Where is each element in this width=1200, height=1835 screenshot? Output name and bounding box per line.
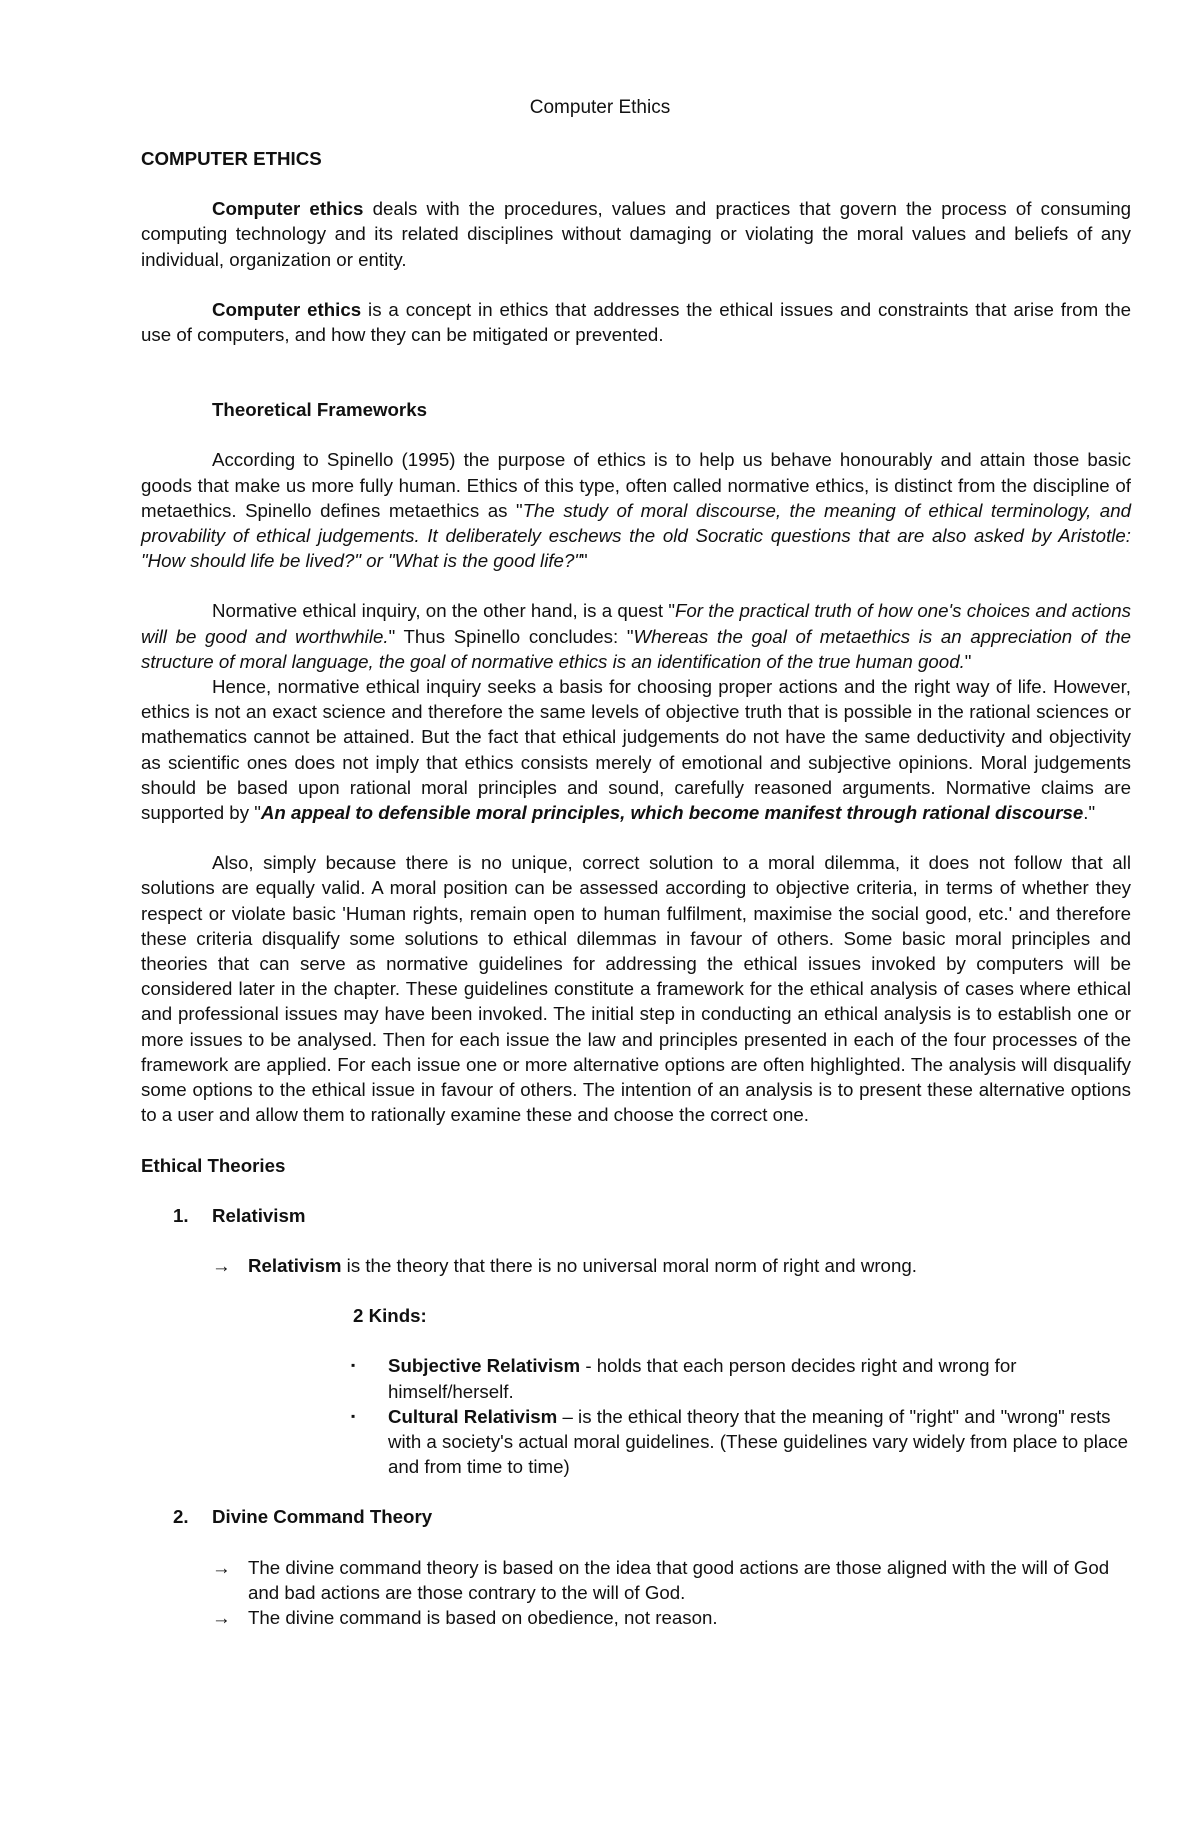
theory-item-divine-command: 2. Divine Command Theory — [173, 1506, 433, 1528]
section-heading-ethical-theories: Ethical Theories — [141, 1154, 286, 1176]
term-computer-ethics: Computer ethics — [212, 198, 364, 220]
intro-paragraph-1: Computer ethics deals with the procedures, values and practices that govern the process of consuming computing technology and its related disciplines without damaging or violating the moral values and beliefs of any individual, organization or entity. — [141, 198, 1131, 270]
bullet-icon: ▪ — [351, 1358, 356, 1373]
divine-command-point-2: → The divine command is based on obedience, not reason. — [212, 1605, 1131, 1630]
bullet-icon: ▪ — [351, 1408, 356, 1423]
arrow-icon: → — [212, 1556, 231, 1578]
page-header: Computer Ethics — [529, 97, 671, 118]
arrow-icon: → — [212, 1254, 231, 1276]
list-item-subjective-relativism: ▪ Subjective Relativism - holds that each person decides right and wrong for himself/herself. — [351, 1353, 1131, 1403]
intro-paragraph-2: Computer ethics is a concept in ethics that addresses the ethical issues and constraints that arise from the use of computers, and how they can be mitigated or prevented. — [141, 298, 1132, 346]
divine-command-point-1: → The divine command theory is based on the idea that good actions are those aligned with the will of God and bad actions are those contrary to the will of God. — [212, 1555, 1131, 1605]
theory-item-relativism: 1. Relativism — [173, 1204, 306, 1226]
term-computer-ethics: Computer ethics — [212, 298, 362, 320]
relativism-definition: → Relativism is the theory that there is no universal moral norm of right and wrong. — [212, 1253, 1131, 1278]
frameworks-paragraph-3: Hence, normative ethical inquiry seeks a basis for choosing proper actions and the right way of life. However, ethics is not an exact science and therefore the same levels of objective truth that is possible in the rational sciences or mathematics cannot be attained. But the fact that ethical judgements do not have the same deductivity and objectivity as scientific ones does not imply that ethics consists merely of emotional and subjective opinions. Moral judgements should be based upon rational moral principles and sound, carefully reasoned arguments. Normative claims are supported by "An appeal to defensible moral principles, which become manifest through rational discourse." — [141, 676, 1131, 824]
frameworks-paragraph-2: Normative ethical inquiry, on the other hand, is a quest "For the practical truth of how one's choices and actions will be good and worthwhile." Thus Spinello concludes: "Whereas the goal of metaethics is an appreciation of the structure of moral language, the goal of normative ethics is an identification of the true human good." — [141, 600, 1132, 672]
document-title: COMPUTER ETHICS — [141, 148, 322, 169]
section-heading-frameworks: Theoretical Frameworks — [212, 399, 427, 421]
frameworks-paragraph-1: According to Spinello (1995) the purpose of ethics is to help us behave honourably and attain those basic goods that make us more fully human. Ethics of this type, often called normative ethics, is distinct from the discipline of metaethics. Spinello defines metaethics as "The study of moral discourse, the meaning of ethical terminology, and provability of ethical judgements. It deliberately eschews the old Socratic questions that are also asked by Aristotle: "How should life be lived?" or "What is the good life?"" — [141, 449, 1131, 572]
arrow-icon: → — [212, 1606, 231, 1628]
document-body — [141, 146, 1131, 1630]
kinds-label: 2 Kinds: — [353, 1305, 427, 1327]
list-item-cultural-relativism: ▪ Cultural Relativism – is the ethical theory that the meaning of "right" and "wrong" rests with a society's actual moral guidelines. (These guidelines vary widely from place to place and from time to time) — [351, 1404, 1131, 1480]
frameworks-paragraph-4: Also, simply because there is no unique, correct solution to a moral dilemma, it does not follow that all solutions are equally valid. A moral position can be assessed according to objective criteria, in terms of whether they respect or violate basic 'Human rights, remain open to human fulfilment, maximise the social good, etc.' and therefore these criteria disqualify some solutions to ethical dilemmas in favour of others. Some basic moral principles and theories that can serve as normative guidelines for addressing the ethical issues invoked by computers will be considered later in the chapter. These guidelines constitute a framework for the ethical analysis of cases where ethical and professional issues may have been invoked. The initial step in conducting an ethical analysis is to establish one or more issues to be analysed. Then for each issue the law and principles presented in each of the four processes of the framework are applied. For each issue one or more alternative options are often highlighted. The analysis will disqualify some options to the ethical issue in favour of others. The intention of an analysis is to present these alternative options to a user and allow them to rationally examine these and choose the correct one. — [141, 852, 1131, 1126]
